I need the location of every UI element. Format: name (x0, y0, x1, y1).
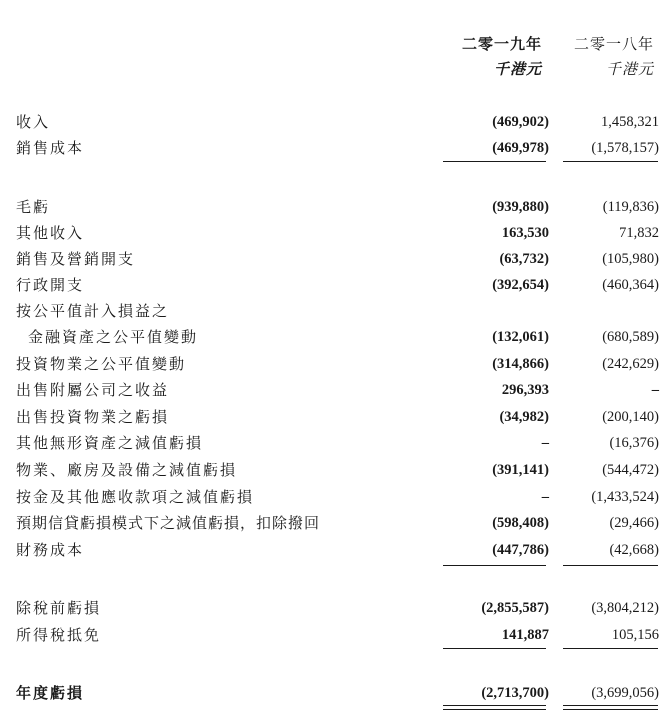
subtotal-rule (443, 565, 546, 566)
subtotal-rule (563, 161, 658, 162)
value-2019: (132,061) (492, 329, 549, 345)
row-label: 物業、廠房及設備之減值虧損 (16, 461, 238, 479)
value-2018: 71,832 (619, 225, 659, 241)
table-row (0, 486, 672, 508)
value-2019: (392,654) (492, 277, 549, 293)
table-row (0, 353, 672, 375)
row-label: 行政開支 (16, 276, 85, 294)
subtotal-rule (563, 648, 658, 649)
value-2018: (1,578,157) (591, 140, 659, 156)
row-label: 其他無形資產之減值虧損 (16, 434, 204, 452)
row-label: 金融資產之公平值變動 (28, 328, 199, 346)
table-row (0, 300, 672, 322)
value-2018: 105,156 (611, 627, 659, 643)
value-2018: (3,699,056) (591, 685, 659, 701)
row-label: 財務成本 (16, 541, 85, 559)
table-row (0, 597, 672, 619)
value-2019: (598,408) (492, 515, 549, 531)
total-double-rule (563, 705, 658, 710)
value-2018: (3,804,212) (591, 600, 659, 616)
row-label: 收入 (16, 113, 51, 131)
row-label: 毛虧 (16, 198, 51, 216)
value-2018: 1,458,321 (601, 114, 659, 130)
subtotal-rule (443, 648, 546, 649)
table-row (0, 539, 672, 561)
value-2018: (1,433,524) (591, 489, 659, 505)
value-2019: (469,902) (492, 114, 549, 130)
column-header-2018: 二零一八年 (573, 35, 654, 53)
value-2018: (29,466) (609, 515, 659, 531)
value-2019: (469,978) (492, 140, 549, 156)
value-2018: (460,364) (602, 277, 659, 293)
value-2019: (314,866) (492, 356, 549, 372)
unit-header-2018: 千港元 (605, 60, 654, 78)
value-2018: (680,589) (602, 329, 659, 345)
value-2018: (242,629) (602, 356, 659, 372)
value-2019: 141,887 (501, 627, 549, 643)
value-2019: (447,786) (492, 542, 549, 558)
row-label: 除稅前虧損 (16, 599, 102, 617)
table-row (0, 379, 672, 401)
value-2018: (200,140) (602, 409, 659, 425)
value-2018: (105,980) (602, 251, 659, 267)
table-row (0, 512, 672, 534)
table-row (0, 248, 672, 270)
row-label: 按公平值計入損益之 (16, 302, 170, 320)
row-label: 出售附屬公司之收益 (16, 381, 170, 399)
row-label: 按金及其他應收款項之減值虧損 (16, 488, 255, 506)
value-2019: (391,141) (492, 462, 549, 478)
value-2018: (119,836) (602, 199, 659, 215)
value-2019: 163,530 (501, 225, 549, 241)
table-row (0, 459, 672, 481)
value-2018: (42,668) (609, 542, 659, 558)
value-2018: – (651, 382, 659, 398)
row-label: 銷售及營銷開支 (16, 250, 136, 268)
value-2019: – (541, 435, 549, 451)
row-label: 所得稅抵免 (16, 626, 102, 644)
table-row (0, 137, 672, 159)
table-row (0, 196, 672, 218)
row-label: 出售投資物業之虧損 (16, 408, 170, 426)
row-label: 年度虧損 (16, 684, 85, 702)
table-row-total (0, 682, 672, 704)
value-2019: (2,855,587) (481, 600, 549, 616)
value-2018: (16,376) (609, 435, 659, 451)
row-label: 銷售成本 (16, 139, 85, 157)
row-label: 預期信貸虧損模式下之減值虧損，扣除撥回 (16, 514, 321, 532)
row-label: 投資物業之公平值變動 (16, 355, 187, 373)
row-label: 其他收入 (16, 224, 85, 242)
value-2019: (63,732) (499, 251, 549, 267)
table-row (0, 326, 672, 348)
table-row (0, 406, 672, 428)
column-header-2019: 二零一九年 (461, 35, 542, 53)
table-row (0, 222, 672, 244)
table-row (0, 432, 672, 454)
total-double-rule (443, 705, 546, 710)
table-row (0, 111, 672, 133)
subtotal-rule (563, 565, 658, 566)
table-row (0, 274, 672, 296)
value-2019: – (541, 489, 549, 505)
unit-header-2019: 千港元 (493, 60, 542, 78)
value-2019: (939,880) (492, 199, 549, 215)
value-2018: (544,472) (602, 462, 659, 478)
value-2019: 296,393 (501, 382, 549, 398)
subtotal-rule (443, 161, 546, 162)
value-2019: (34,982) (499, 409, 549, 425)
table-row (0, 624, 672, 646)
value-2019: (2,713,700) (481, 685, 549, 701)
